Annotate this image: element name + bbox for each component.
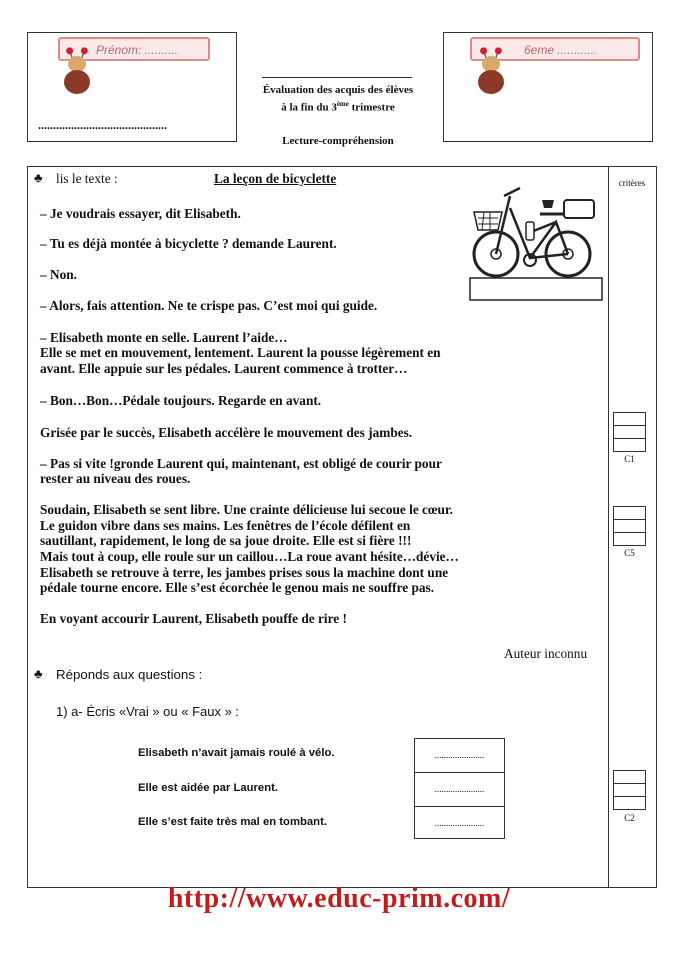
name-line[interactable]: ........................................... xyxy=(38,118,167,132)
club-icon: ♣ xyxy=(34,666,43,681)
eval-title-line2: à la fin du 3ème trimestre xyxy=(281,100,395,114)
read-instruction: lis le texte : xyxy=(56,171,118,186)
text-line: – Pas si vite !gronde Laurent qui, maintenant, est obligé de courir pour xyxy=(40,456,442,471)
bicycle-image xyxy=(468,178,604,304)
text-line: – Elisabeth monte en selle. Laurent l’aide… xyxy=(40,330,288,345)
text-line: Mais tout à coup, elle roule sur un caillou…La roue avant hésite…dévie… xyxy=(40,549,459,564)
criteria-label-c1: C1 xyxy=(624,454,635,464)
criteria-box-c5[interactable] xyxy=(613,506,646,546)
club-icon: ♣ xyxy=(34,170,43,185)
title-rule xyxy=(262,77,412,78)
subject-title: Lecture-compréhension xyxy=(282,135,394,147)
text-line: – Non. xyxy=(40,267,77,282)
ladybug-icon xyxy=(476,44,506,104)
criteria-label-c2: C2 xyxy=(624,813,635,823)
text-title: La leçon de bicyclette xyxy=(214,171,337,186)
criteria-box-c1[interactable] xyxy=(613,412,646,452)
text-line: – Je voudrais essayer, dit Elisabeth. xyxy=(40,206,241,221)
text-line: avant. Elle appuie sur les pédales. Laurent commence à trotter… xyxy=(40,361,408,376)
text-line: Elisabeth se retrouve à terre, les jambes prises sous la machine dont une xyxy=(40,565,449,580)
text-line: En voyant accourir Laurent, Elisabeth pouffe de rire ! xyxy=(40,611,347,626)
text-line: sautillant, rapidement, le long de sa joue droite. Elle est si fière !!! xyxy=(40,533,412,548)
statement-1: Elisabeth n’avait jamais roulé à vélo. xyxy=(138,747,335,759)
question-1: 1) a- Écris «Vrai » ou « Faux » : xyxy=(56,704,240,719)
text-line: – Alors, fais attention. Ne te crispe pas. C’est moi qui guide. xyxy=(40,298,378,313)
text-line: rester au niveau des roues. xyxy=(40,471,191,486)
text-line: Soudain, Elisabeth se sent libre. Une crainte délicieuse lui secoue le cœur. xyxy=(40,502,453,517)
class-field[interactable]: 6eme ............ xyxy=(470,37,640,61)
criteria-column-divider xyxy=(608,166,609,888)
text-line: pédale tourne encore. Elle s’est écorchée le genou mais ne souffre pas. xyxy=(40,580,435,595)
statement-2: Elle est aidée par Laurent. xyxy=(138,782,279,794)
ladybug-icon xyxy=(62,44,92,104)
answer-field-3[interactable]: ...................... xyxy=(434,818,485,828)
statement-3: Elle s’est faite très mal en tombant. xyxy=(138,816,327,828)
criteria-box-c2[interactable] xyxy=(613,770,646,810)
eval-title-line1: Évaluation des acquis des élèves xyxy=(262,84,414,96)
website-link[interactable]: http://www.educ-prim.com/ xyxy=(167,883,511,914)
text-line: Elle se met en mouvement, lentement. Laurent la pousse légèrement en xyxy=(40,345,441,360)
answer-field-1[interactable]: ...................... xyxy=(415,739,504,773)
text-line: – Bon…Bon…Pédale toujours. Regarde en avant. xyxy=(40,393,322,408)
answer-table xyxy=(414,738,505,839)
author: Auteur inconnu xyxy=(504,646,588,661)
text-line: Le guidon vibre dans ses mains. Les fenêtres de l’école défilent en xyxy=(40,518,411,533)
criteria-label-c5: C5 xyxy=(624,548,635,558)
text-line: Grisée par le succès, Elisabeth accélère le mouvement des jambes. xyxy=(40,425,413,440)
firstname-field[interactable]: Prénom: .......... xyxy=(58,37,210,61)
criteria-header: critères xyxy=(618,178,646,188)
answer-instruction: Réponds aux questions : xyxy=(56,667,203,682)
answer-field-2[interactable]: ...................... xyxy=(415,773,504,807)
text-line: – Tu es déjà montée à bicyclette ? demande Laurent. xyxy=(40,236,337,251)
